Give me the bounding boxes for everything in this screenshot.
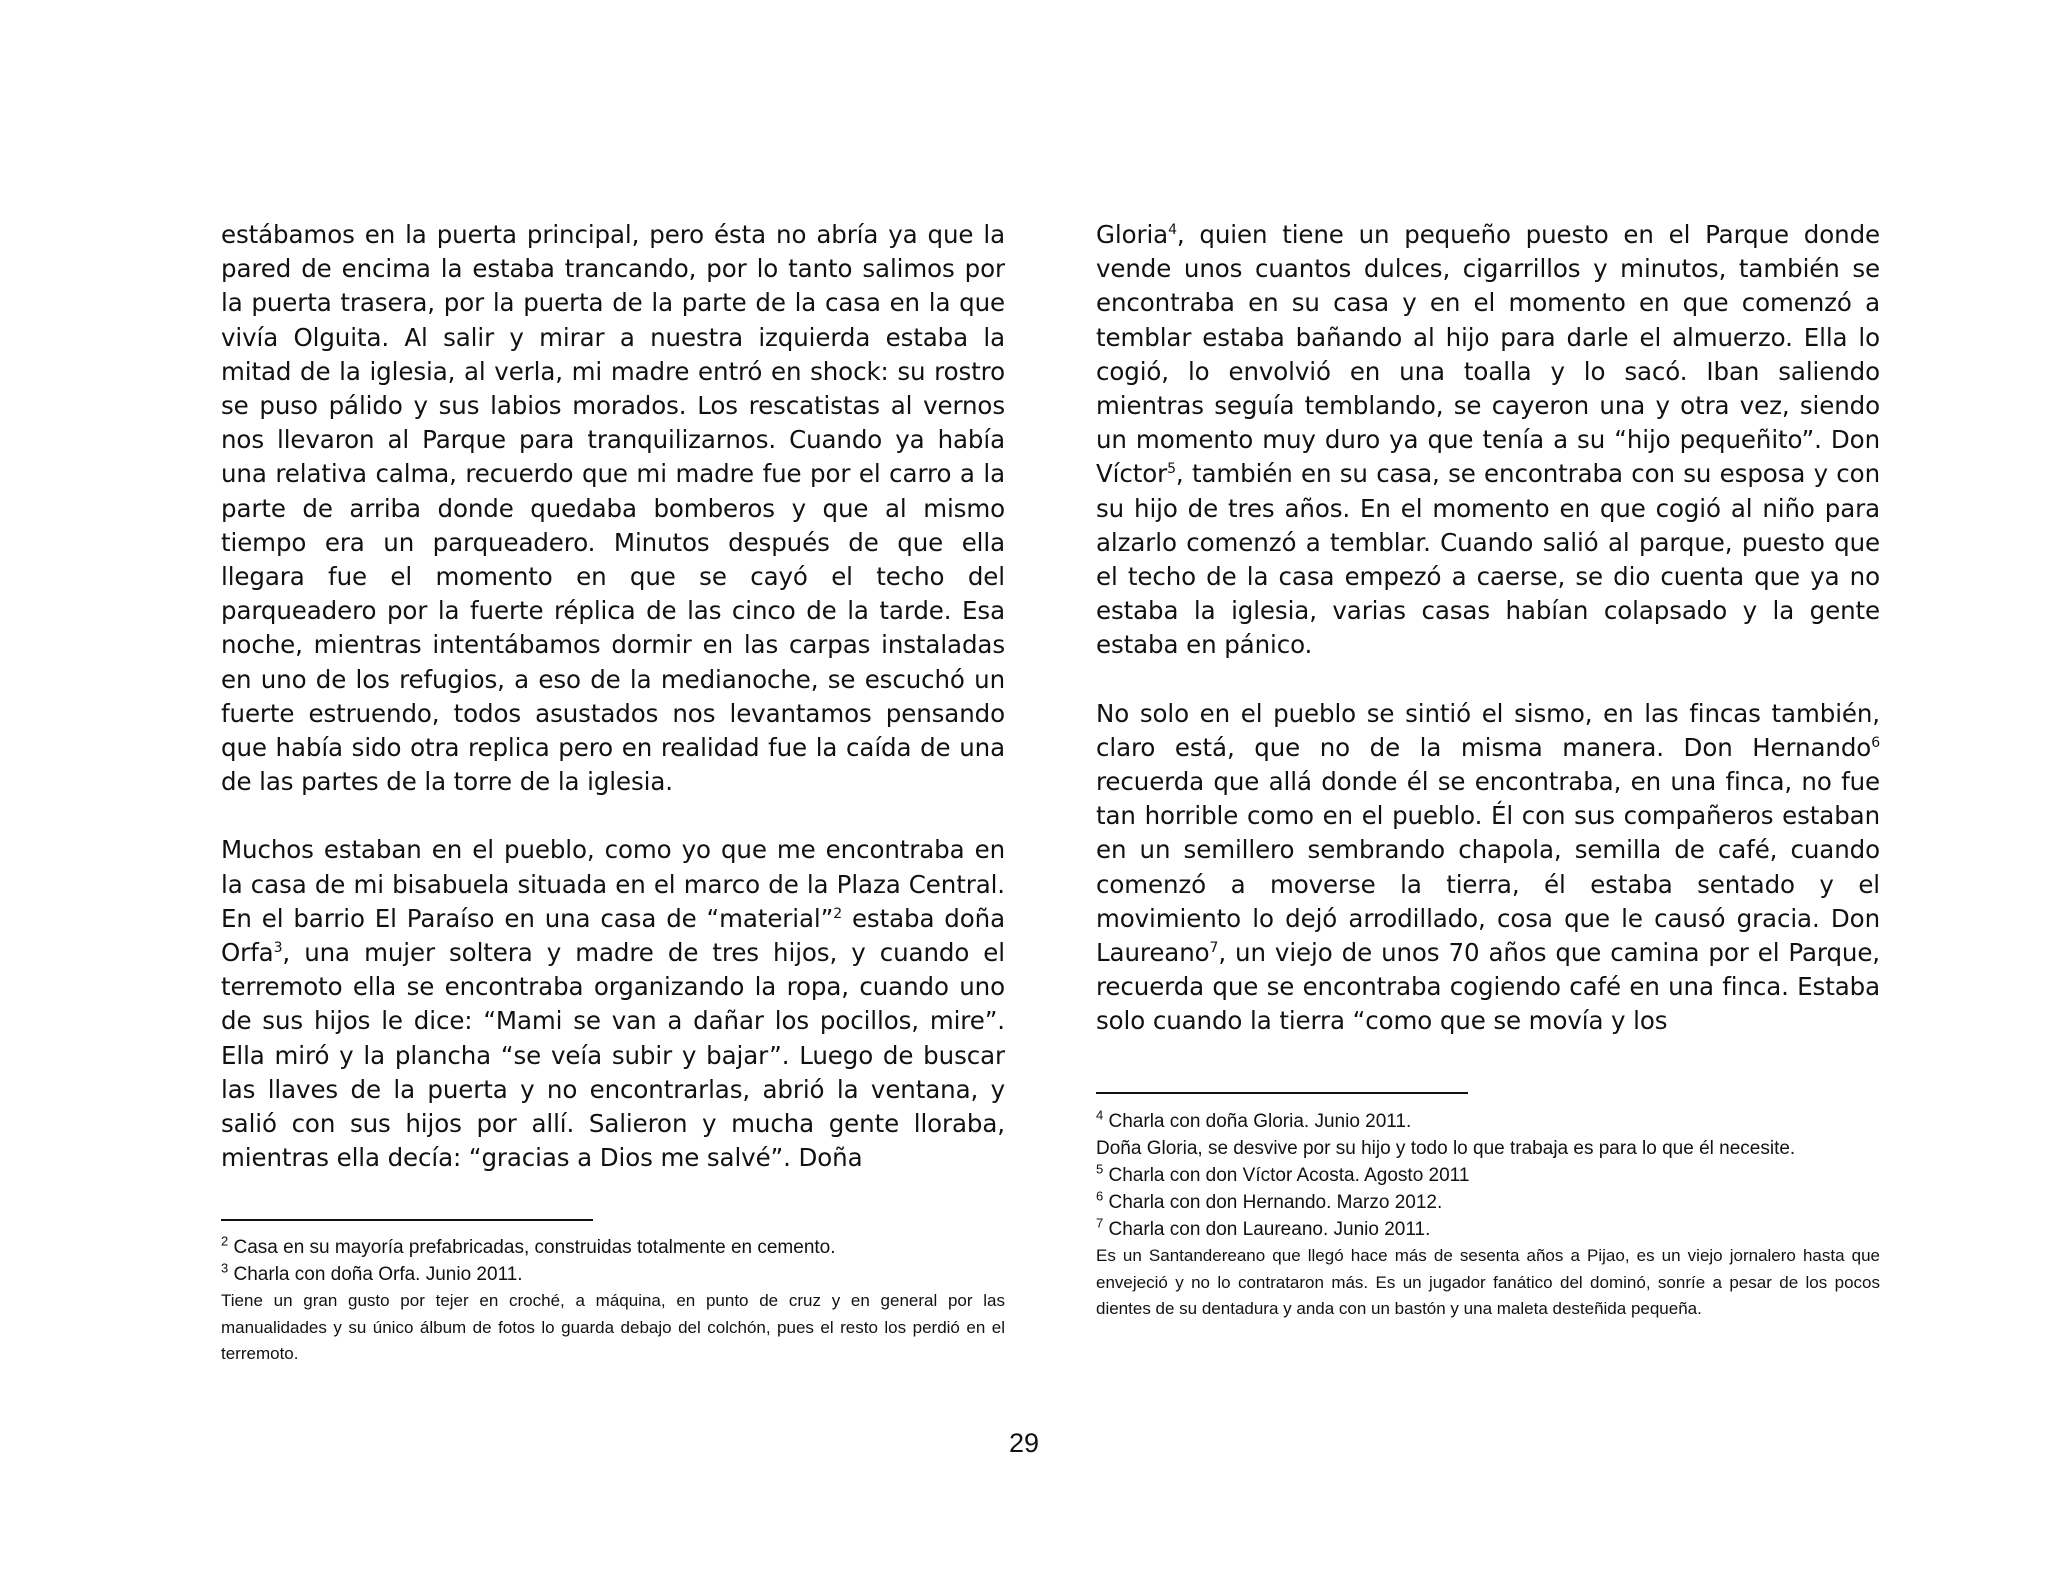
footnote-reference[interactable]: 3: [273, 939, 283, 956]
footnote-annotation: Es un Santandereano que llegó hace más de sesenta años a Pijao, es un viejo jornalero hasta que envejeció y no lo contrataron más. Es un jugador fanático del dominó, sonríe a pesar de los pocos dientes de su dentadura y anda con un bastón y una maleta desteñida pequeña.: [1096, 1246, 1880, 1318]
paragraph-text: , quien tiene un pequeño puesto en el Parque donde vende unos cuantos dulces, cigarrillos y minutos, también se encontraba en su casa y en el momento en que comenzó a temblar estaba bañando al hijo para darle el almuerzo. Ella lo cogió, lo envolvió en una toalla y lo sacó. Iban saliendo mientras seguía temblando, se cayeron una y otra vez, siendo un momento muy duro ya que tenía a su “hijo pequeñito”. Don Víctor: [1096, 220, 1880, 489]
footnote-text: Charla con don Víctor Acosta. Agosto 2011: [1108, 1165, 1470, 1186]
footnote-number: 6: [1096, 1188, 1104, 1204]
footnote-reference[interactable]: 7: [1209, 939, 1219, 956]
right-body: [1096, 218, 1880, 1039]
footnote-text: Charla con don Hernando. Marzo 2012.: [1108, 1192, 1443, 1213]
body-paragraph: [221, 218, 1005, 799]
body-paragraph: [1096, 218, 1880, 663]
paragraph-text: No solo en el pueblo se sintió el sismo, en las fincas también, claro está, que no de la misma manera. Don Hernando: [1096, 698, 1880, 762]
paragraph-text: estábamos en la puerta principal, pero ésta no abría ya que la pared de encima la estaba trancando, por lo tanto salimos por la puerta trasera, por la puerta de la parte de la casa en la que vivía Olguita. Al salir y mirar a nuestra izquierda estaba la mitad de la iglesia, al verla, mi madre entró en shock: su rostro se puso pálido y sus labios morados. Los rescatistas al vernos nos llevaron al Parque para tranquilizarnos. Cuando ya había una relativa calma, recuerdo que mi madre fue por el carro a la parte de arriba donde quedaba bomberos y que al mismo tiempo era un parqueadero. Minutos después de que ella llegara fue el momento en que se cayó el techo del parqueadero por la fuerte réplica de las cinco de la tarde. Esa noche, mientras intentábamos dormir en las carpas instaladas en uno de los refugios, a eso de la medianoche, se escuchó un fuerte estruendo, todos asustados nos levantamos pensando que había sido otra replica pero en realidad fue la caída de una de las partes de la torre de la iglesia.: [221, 220, 1005, 797]
footnote: [1096, 1162, 1880, 1189]
footnote-text: Charla con don Laureano. Junio 2011.: [1108, 1219, 1431, 1240]
footnote-text: Charla con doña Orfa. Junio 2011.: [233, 1264, 523, 1285]
left-column: [221, 218, 1005, 1175]
page-number: 29: [1008, 1428, 1040, 1458]
right-column: [1096, 218, 1880, 1039]
footnote-number: 5: [1096, 1161, 1104, 1177]
footnote-annotation: Doña Gloria, se desvive por su hijo y todo lo que trabaja es para lo que él necesite.: [1096, 1138, 1796, 1159]
paragraph-text: Muchos estaban en el pueblo, como yo que me encontraba en la casa de mi bisabuela situada en el marco de la Plaza Central. En el barrio El Paraíso en una casa de “material”: [221, 835, 1005, 933]
footnote-reference[interactable]: 4: [1168, 221, 1177, 238]
footnote: [221, 1261, 1005, 1288]
footnote-reference[interactable]: 6: [1871, 734, 1880, 751]
body-paragraph: [221, 833, 1005, 1175]
footnote: [221, 1234, 1005, 1261]
paragraph-text: , una mujer soltera y madre de tres hijos, y cuando el terremoto ella se encontraba organizando la ropa, cuando uno de sus hijos le dice: “Mami se van a dañar los pocillos, mire”. Ella miró y la plancha “se veía subir y bajar”. Luego de buscar las llaves de la puerta y no encontrarlas, abrió la ventana, y salió con sus hijos por allí. Salieron y mucha gente lloraba, mientras ella decía: “gracias a Dios me salvé”. Doña: [221, 938, 1005, 1173]
left-footnotes: [221, 1234, 1005, 1368]
footnote-text: Charla con doña Gloria. Junio 2011.: [1108, 1111, 1412, 1132]
footnote: [1096, 1216, 1880, 1243]
footnote-number: 3: [221, 1260, 229, 1276]
body-paragraph: [1096, 697, 1880, 1039]
paragraph-text: estaba doña Orfa: [221, 903, 1005, 968]
right-footnotes: [1096, 1108, 1880, 1323]
footnote-number: 2: [221, 1233, 229, 1249]
paragraph-text: , un viejo de unos 70 años que camina por el Parque, recuerda que se encontraba cogiendo café en una finca. Estaba solo cuando la tierra “como que se movía y los: [1096, 938, 1880, 1036]
paragraph-text: Gloria: [1096, 220, 1169, 249]
footnote: [1096, 1108, 1880, 1135]
footnote-reference[interactable]: 5: [1167, 461, 1176, 478]
paragraph-text: , también en su casa, se encontraba con su esposa y con su hijo de tres años. En el momento en que cogió al niño para alzarlo comenzó a temblar. Cuando salió al parque, puesto que el techo de la casa empezó a caerse, se dio cuenta que ya no estaba la iglesia, varias casas habían colapsado y la gente estaba en pánico.: [1096, 459, 1880, 660]
footnote-number: 4: [1096, 1107, 1104, 1123]
footnote: [1096, 1189, 1880, 1216]
right-footnote-rule: [1096, 1092, 1468, 1094]
paragraph-text: recuerda que allá donde él se encontraba, en una finca, no fue tan horrible como en el pueblo. Él con sus compañeros estaban en un semillero sembrando chapola, semilla de café, cuando comenzó a moverse la tierra, él estaba sentado y el movimiento lo dejó arrodillado, cosa que le causó gracia. Don Laureano: [1096, 767, 1880, 968]
footnote-text: Casa en su mayoría prefabricadas, construidas totalmente en cemento.: [233, 1237, 836, 1258]
footnote-annotation: Tiene un gran gusto por tejer en croché, a máquina, en punto de cruz y en general por las manualidades y su único álbum de fotos lo guarda debajo del colchón, pues el resto los perdió en el terremoto.: [221, 1291, 1005, 1363]
footnote-reference[interactable]: 2: [833, 905, 843, 922]
left-footnote-rule: [221, 1219, 593, 1221]
footnote-number: 7: [1096, 1215, 1104, 1231]
left-body: [221, 218, 1005, 1175]
